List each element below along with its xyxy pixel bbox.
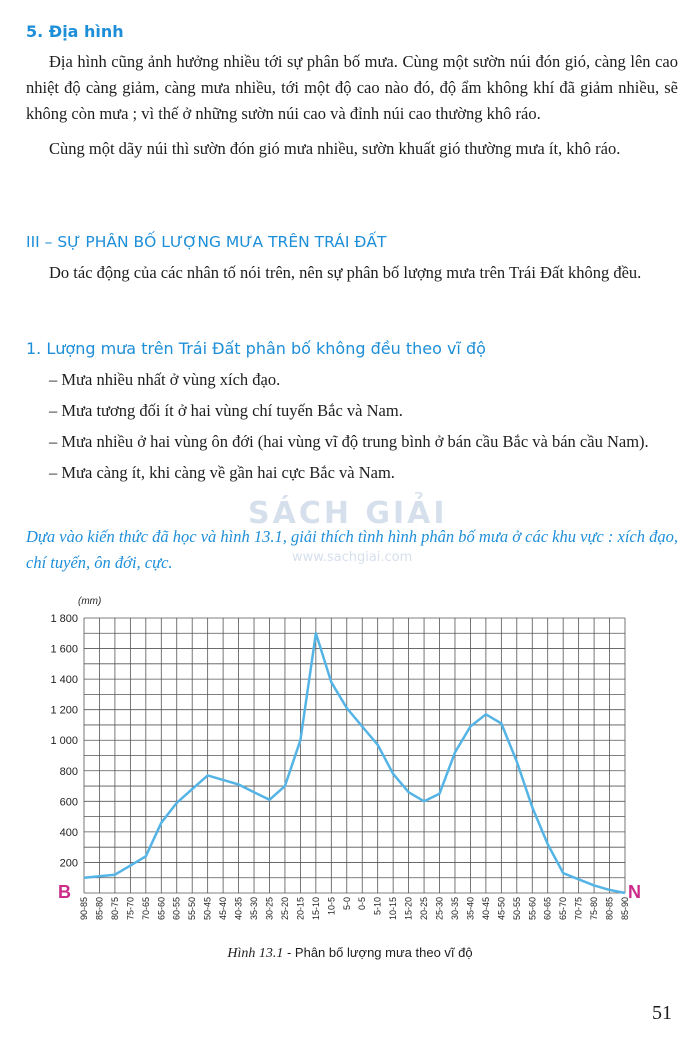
south-pole-label: N (628, 882, 641, 902)
x-tick-label: 20-25 (419, 897, 430, 921)
x-tick-label: 50-45 (202, 897, 213, 921)
y-tick-label: 1 400 (50, 674, 78, 687)
watermark-url: www.sachgiai.com (292, 550, 413, 565)
x-tick-label: 70-75 (573, 897, 584, 921)
y-tick-label: 1 200 (50, 704, 78, 717)
section-3-body (26, 260, 678, 286)
x-axis-ticks (79, 897, 630, 920)
watermark-logo: SÁCH GIẢI (248, 496, 448, 531)
x-tick-label: 10-15 (388, 897, 399, 921)
y-tick-label: 800 (59, 765, 78, 778)
x-tick-label: 60-65 (542, 897, 553, 921)
x-tick-label: 30-35 (449, 897, 460, 921)
y-tick-label: 1 800 (50, 613, 78, 625)
y-tick-label: 1 600 (50, 643, 78, 656)
figure-title: - Phân bố lượng mưa theo vĩ độ (283, 945, 473, 960)
bullet-4: – Mưa càng ít, khi càng về gần hai cực Bắc và Nam. (49, 463, 395, 482)
x-tick-label: 85-90 (620, 897, 630, 921)
x-tick-label: 45-40 (218, 897, 229, 921)
y-tick-label: 600 (59, 796, 78, 809)
x-tick-label: 60-55 (171, 897, 182, 921)
x-tick-label: 10-5 (326, 897, 337, 916)
x-tick-label: 35-30 (249, 897, 260, 921)
x-tick-label: 65-60 (156, 897, 167, 921)
rainfall-by-latitude-chart (0, 586, 700, 956)
figure-number: Hình 13.1 (227, 946, 284, 961)
x-tick-label: 75-80 (589, 897, 600, 921)
x-tick-label: 55-60 (527, 897, 538, 921)
x-tick-label: 40-35 (233, 897, 244, 921)
x-tick-label: 65-70 (558, 897, 569, 921)
page-number: 51 (652, 1002, 672, 1024)
x-tick-label: 75-70 (125, 897, 136, 921)
x-tick-label: 35-40 (465, 897, 476, 921)
x-tick-label: 85-80 (94, 897, 105, 921)
y-tick-label: 200 (59, 857, 78, 870)
y-axis-unit-label: (mm) (78, 596, 102, 607)
x-tick-label: 40-45 (480, 897, 491, 921)
x-tick-label: 80-75 (109, 897, 120, 921)
chart-grid (84, 618, 625, 893)
x-tick-label: 55-50 (187, 897, 198, 921)
x-tick-label: 30-25 (264, 897, 275, 921)
section-5-paragraph-2: Cùng một dãy núi thì sườn đón gió mưa nhiều, sườn khuất gió thường mưa ít, khô ráo. (49, 139, 621, 158)
x-tick-label: 25-30 (434, 897, 445, 921)
y-tick-label: 1 000 (50, 735, 78, 748)
x-tick-label: 50-55 (511, 897, 522, 921)
x-tick-label: 15-10 (310, 897, 321, 921)
figure-caption (0, 945, 700, 962)
bullet-2: – Mưa tương đối ít ở hai vùng chí tuyến Bắc và Nam. (49, 401, 403, 420)
y-tick-label: 400 (59, 826, 78, 839)
subsection-1-bullets (26, 367, 678, 486)
section-5-heading: 5. Địa hình (26, 22, 124, 41)
x-tick-label: 5-0 (341, 897, 352, 911)
subsection-1-heading: 1. Lượng mưa trên Trái Đất phân bố không đều theo vĩ độ (26, 339, 486, 358)
x-tick-label: 15-20 (403, 897, 414, 921)
x-tick-label: 25-20 (279, 897, 290, 921)
section-3-heading: III – SỰ PHÂN BỐ LƯỢNG MƯA TRÊN TRÁI ĐẤT (26, 233, 387, 251)
x-tick-label: 5-10 (372, 897, 383, 916)
rainfall-series-line (84, 633, 625, 893)
exercise-question: Dựa vào kiến thức đã học và hình 13.1, giải thích tình hình phân bố mưa ở các khu vực : xích đạo, chí tuyến, ôn đới, cực. (26, 527, 678, 572)
section-5-paragraph-1: Địa hình cũng ảnh hưởng nhiều tới sự phân bố mưa. Cùng một sườn núi đón gió, càng lên cao nhiệt độ càng giảm, càng mưa nhiều, tới một độ cao nào đó, độ ẩm không khí đã giảm nhiều, sẽ không còn mưa ; vì thế ở những sườn núi cao và đỉnh núi cao thường khô ráo. (26, 52, 678, 123)
x-tick-label: 90-85 (79, 897, 89, 921)
bullet-1: – Mưa nhiều nhất ở vùng xích đạo. (49, 370, 281, 389)
x-tick-label: 0-5 (357, 897, 368, 911)
section-5-body (26, 49, 678, 162)
x-tick-label: 45-50 (496, 897, 507, 921)
section-3-paragraph-1: Do tác động của các nhân tố nói trên, nên sự phân bố lượng mưa trên Trái Đất không đều. (49, 263, 642, 282)
x-tick-label: 70-65 (140, 897, 151, 921)
y-axis-ticks (50, 613, 78, 869)
x-tick-label: 80-85 (604, 897, 615, 921)
x-tick-label: 20-15 (295, 897, 306, 921)
bullet-3: – Mưa nhiều ở hai vùng ôn đới (hai vùng vĩ độ trung bình ở bán cầu Bắc và bán cầu Nam). (49, 432, 649, 451)
north-pole-label: B (58, 882, 71, 902)
